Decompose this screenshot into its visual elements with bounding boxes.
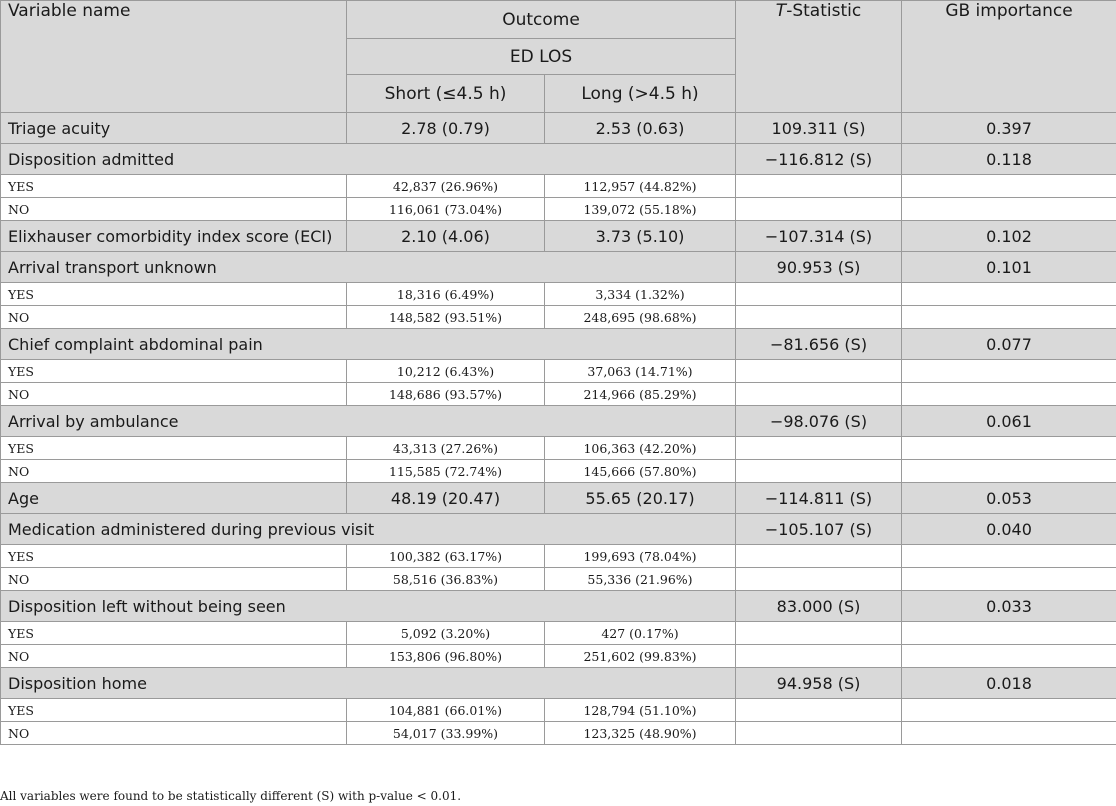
- t-statistic: −98.076 (S): [736, 406, 902, 437]
- t-statistic-empty: [736, 568, 902, 591]
- t-statistic: −81.656 (S): [736, 329, 902, 360]
- header-t-statistic: [736, 1, 902, 113]
- t-statistic-empty: [736, 175, 902, 198]
- variable-name: Disposition home: [1, 668, 736, 699]
- short-value: 18,316 (6.49%): [347, 283, 545, 306]
- short-value: 42,837 (26.96%): [347, 175, 545, 198]
- t-statistic: −107.314 (S): [736, 221, 902, 252]
- variable-name: Medication administered during previous visit: [1, 514, 736, 545]
- header-long: Long (>4.5 h): [545, 75, 736, 113]
- t-statistic-empty: [736, 306, 902, 329]
- gb-importance: 0.397: [902, 113, 1116, 144]
- short-value: 48.19 (20.47): [347, 483, 545, 514]
- gb-importance-empty: [902, 699, 1116, 722]
- table-body: [1, 113, 1116, 745]
- short-value: 148,686 (93.57%): [347, 383, 545, 406]
- table-row: [1, 306, 1116, 329]
- gb-importance: 0.118: [902, 144, 1116, 175]
- short-value: 115,585 (72.74%): [347, 460, 545, 483]
- gb-importance: 0.040: [902, 514, 1116, 545]
- gb-importance-empty: [902, 198, 1116, 221]
- long-value: 251,602 (99.83%): [545, 645, 736, 668]
- level-label: NO: [1, 198, 347, 221]
- gb-importance-empty: [902, 545, 1116, 568]
- table-row: [1, 668, 1116, 699]
- long-value: 123,325 (48.90%): [545, 722, 736, 745]
- gb-importance-empty: [902, 306, 1116, 329]
- variable-name: Disposition left without being seen: [1, 591, 736, 622]
- long-value: 3.73 (5.10): [545, 221, 736, 252]
- long-value: 106,363 (42.20%): [545, 437, 736, 460]
- gb-importance: 0.033: [902, 591, 1116, 622]
- variable-name: Triage acuity: [1, 113, 347, 144]
- header-gb-importance: GB importance: [902, 1, 1116, 113]
- gb-importance-empty: [902, 568, 1116, 591]
- short-value: 153,806 (96.80%): [347, 645, 545, 668]
- short-value: 2.10 (4.06): [347, 221, 545, 252]
- t-statistic: 109.311 (S): [736, 113, 902, 144]
- table-row: [1, 645, 1116, 668]
- variable-name: Arrival transport unknown: [1, 252, 736, 283]
- level-label: NO: [1, 306, 347, 329]
- t-statistic-empty: [736, 645, 902, 668]
- gb-importance-empty: [902, 283, 1116, 306]
- long-value: 427 (0.17%): [545, 622, 736, 645]
- gb-importance: 0.101: [902, 252, 1116, 283]
- table-row: [1, 221, 1116, 252]
- table-row: [1, 568, 1116, 591]
- table-row: [1, 198, 1116, 221]
- long-value: 55.65 (20.17): [545, 483, 736, 514]
- t-statistic-empty: [736, 722, 902, 745]
- table-header: [1, 1, 1116, 113]
- short-value: 54,017 (33.99%): [347, 722, 545, 745]
- footnote: All variables were found to be statistically different (S) with p-value < 0.01.: [0, 789, 462, 803]
- t-statistic: −116.812 (S): [736, 144, 902, 175]
- level-label: NO: [1, 568, 347, 591]
- table-row: [1, 252, 1116, 283]
- gb-importance: 0.061: [902, 406, 1116, 437]
- gb-importance-empty: [902, 722, 1116, 745]
- level-label: NO: [1, 383, 347, 406]
- table-row: [1, 175, 1116, 198]
- table-row: [1, 483, 1116, 514]
- long-value: 139,072 (55.18%): [545, 198, 736, 221]
- header-ed-los: ED LOS: [347, 39, 736, 75]
- t-statistic-empty: [736, 283, 902, 306]
- table-row: [1, 460, 1116, 483]
- gb-importance: 0.018: [902, 668, 1116, 699]
- level-label: YES: [1, 699, 347, 722]
- table-row: [1, 383, 1116, 406]
- t-statistic: 94.958 (S): [736, 668, 902, 699]
- long-value: 3,334 (1.32%): [545, 283, 736, 306]
- level-label: NO: [1, 460, 347, 483]
- t-statistic: 90.953 (S): [736, 252, 902, 283]
- long-value: 2.53 (0.63): [545, 113, 736, 144]
- t-statistic-empty: [736, 437, 902, 460]
- short-value: 10,212 (6.43%): [347, 360, 545, 383]
- table-row: [1, 283, 1116, 306]
- t-statistic-empty: [736, 622, 902, 645]
- long-value: 37,063 (14.71%): [545, 360, 736, 383]
- t-statistic: −114.811 (S): [736, 483, 902, 514]
- header-short: Short (≤4.5 h): [347, 75, 545, 113]
- gb-importance: 0.053: [902, 483, 1116, 514]
- t-statistic-empty: [736, 198, 902, 221]
- level-label: YES: [1, 175, 347, 198]
- short-value: 5,092 (3.20%): [347, 622, 545, 645]
- level-label: YES: [1, 622, 347, 645]
- long-value: 55,336 (21.96%): [545, 568, 736, 591]
- short-value: 104,881 (66.01%): [347, 699, 545, 722]
- long-value: 248,695 (98.68%): [545, 306, 736, 329]
- t-suffix: -Statistic: [786, 1, 862, 21]
- short-value: 100,382 (63.17%): [347, 545, 545, 568]
- table-row: [1, 113, 1116, 144]
- gb-importance-empty: [902, 645, 1116, 668]
- t-statistic-empty: [736, 383, 902, 406]
- variable-name: Arrival by ambulance: [1, 406, 736, 437]
- variable-name: Disposition admitted: [1, 144, 736, 175]
- level-label: YES: [1, 545, 347, 568]
- table-row: [1, 144, 1116, 175]
- t-statistic-empty: [736, 545, 902, 568]
- t-statistic-empty: [736, 699, 902, 722]
- short-value: 43,313 (27.26%): [347, 437, 545, 460]
- table-row: [1, 437, 1116, 460]
- level-label: YES: [1, 360, 347, 383]
- table-row: [1, 329, 1116, 360]
- variable-name: Elixhauser comorbidity index score (ECI): [1, 221, 347, 252]
- table-row: [1, 545, 1116, 568]
- t-letter: T: [775, 1, 787, 21]
- table-row: [1, 591, 1116, 622]
- long-value: 112,957 (44.82%): [545, 175, 736, 198]
- variable-name: Chief complaint abdominal pain: [1, 329, 736, 360]
- table-row: [1, 699, 1116, 722]
- short-value: 148,582 (93.51%): [347, 306, 545, 329]
- level-label: YES: [1, 437, 347, 460]
- table-row: [1, 360, 1116, 383]
- gb-importance-empty: [902, 360, 1116, 383]
- long-value: 214,966 (85.29%): [545, 383, 736, 406]
- variable-name: Age: [1, 483, 347, 514]
- gb-importance-empty: [902, 622, 1116, 645]
- table-row: [1, 722, 1116, 745]
- t-statistic-empty: [736, 360, 902, 383]
- short-value: 116,061 (73.04%): [347, 198, 545, 221]
- gb-importance: 0.102: [902, 221, 1116, 252]
- t-statistic: 83.000 (S): [736, 591, 902, 622]
- table-row: [1, 514, 1116, 545]
- level-label: YES: [1, 283, 347, 306]
- gb-importance-empty: [902, 437, 1116, 460]
- t-statistic: −105.107 (S): [736, 514, 902, 545]
- gb-importance: 0.077: [902, 329, 1116, 360]
- header-variable-name: Variable name: [1, 1, 347, 113]
- level-label: NO: [1, 645, 347, 668]
- long-value: 128,794 (51.10%): [545, 699, 736, 722]
- long-value: 199,693 (78.04%): [545, 545, 736, 568]
- gb-importance-empty: [902, 383, 1116, 406]
- gb-importance-empty: [902, 460, 1116, 483]
- t-statistic-empty: [736, 460, 902, 483]
- level-label: NO: [1, 722, 347, 745]
- long-value: 145,666 (57.80%): [545, 460, 736, 483]
- table-row: [1, 406, 1116, 437]
- gb-importance-empty: [902, 175, 1116, 198]
- header-outcome: Outcome: [347, 1, 736, 39]
- short-value: 58,516 (36.83%): [347, 568, 545, 591]
- table-row: [1, 622, 1116, 645]
- short-value: 2.78 (0.79): [347, 113, 545, 144]
